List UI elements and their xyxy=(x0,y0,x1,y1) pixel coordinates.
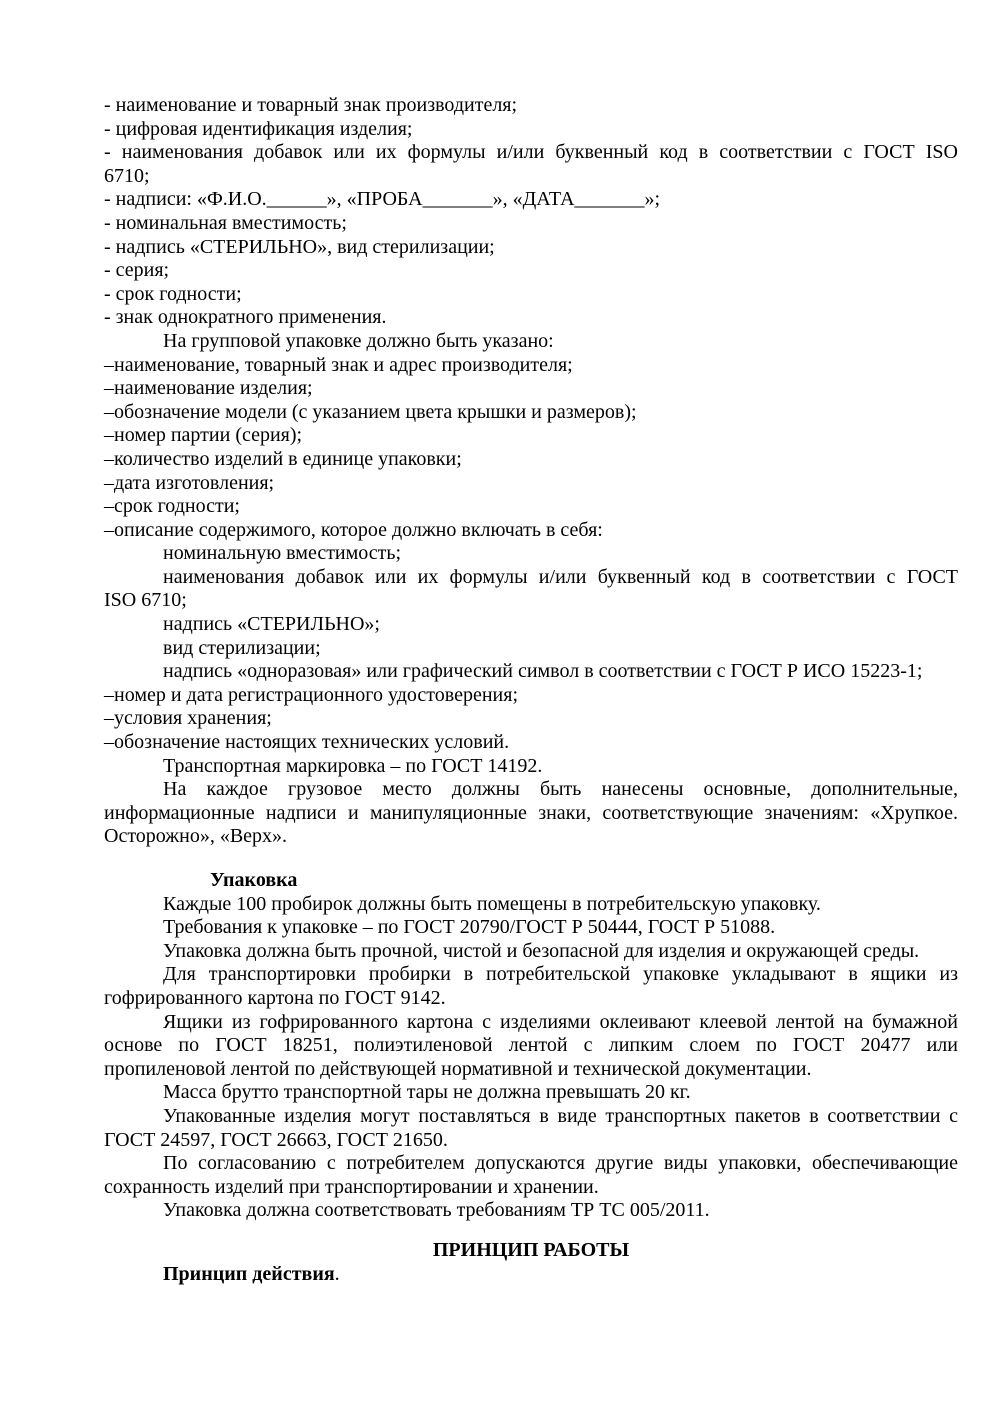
text-line: Транспортная маркировка – по ГОСТ 14192. xyxy=(163,754,543,777)
text-line: –дата изготовления; xyxy=(104,471,275,494)
paragraph xyxy=(104,1105,958,1152)
list-item xyxy=(104,188,958,212)
text-line: гофрированного картона по ГОСТ 9142. xyxy=(104,986,446,1009)
text-line: - цифровая идентификация изделия; xyxy=(104,117,413,140)
list-item xyxy=(104,519,958,543)
list-item xyxy=(104,424,958,448)
text-line: - серия; xyxy=(104,259,170,282)
text-line: На каждое грузовое место должны быть нанесены основные, дополнительные, xyxy=(163,778,958,801)
text-line: Упаковка xyxy=(210,869,298,891)
text-line: - наименование и товарный знак производителя; xyxy=(104,94,518,116)
list-item xyxy=(104,141,958,188)
text-line: сохранность изделий при транспортировании и хранении. xyxy=(104,1175,599,1198)
list-item xyxy=(104,707,958,731)
text-line: - срок годности; xyxy=(104,282,242,305)
paragraph xyxy=(104,1152,958,1199)
chapter-heading xyxy=(104,1239,958,1263)
paragraph xyxy=(104,542,958,566)
list-item xyxy=(104,236,958,260)
text-line: надпись «СТЕРИЛЬНО»; xyxy=(163,613,380,636)
paragraph xyxy=(104,755,958,779)
text-line: –номер и дата регистрационного удостоверения; xyxy=(104,683,519,706)
list-item xyxy=(104,283,958,307)
text-line: –наименование изделия; xyxy=(104,377,313,400)
text-line: Упаковка должна соответствовать требованиям ТР ТС 005/2011. xyxy=(163,1199,710,1222)
lead-rest-text: . xyxy=(334,1262,340,1285)
text-line: вид стерилизации; xyxy=(163,636,321,659)
text-line: –условия хранения; xyxy=(104,707,272,730)
list-item xyxy=(104,377,958,401)
text-line: –количество изделий в единице упаковки; xyxy=(104,447,462,470)
text-line: Каждые 100 пробирок должны быть помещены в потребительскую упаковку. xyxy=(163,892,821,915)
paragraph xyxy=(104,1011,958,1082)
text-line: –наименование, товарный знак и адрес производителя; xyxy=(104,353,573,376)
text-line: –обозначение настоящих технических условий. xyxy=(104,731,510,754)
text-line: - номинальная вместимость; xyxy=(104,211,347,234)
list-item xyxy=(104,401,958,425)
text-line: номинальную вместимость; xyxy=(163,542,402,565)
paragraph xyxy=(104,1199,958,1223)
list-item xyxy=(104,259,958,283)
list-item xyxy=(104,212,958,236)
list-item xyxy=(104,94,958,118)
text-line: ГОСТ 24597, ГОСТ 26663, ГОСТ 21650. xyxy=(104,1128,448,1151)
list-item xyxy=(104,448,958,472)
text-line xyxy=(104,1263,958,1287)
text-line: Упакованные изделия могут поставляться в виде транспортных пакетов в соответствии с xyxy=(163,1104,958,1127)
list-item xyxy=(104,495,958,519)
text-line: информационные надписи и манипуляционные знаки, соответствующие значениям: «Хрупкое. xyxy=(104,801,958,824)
paragraph xyxy=(104,613,958,637)
section-heading xyxy=(104,869,958,893)
paragraph xyxy=(104,963,958,1010)
list-item xyxy=(104,118,958,142)
text-line: - знак однократного применения. xyxy=(104,306,387,329)
text-line: По согласованию с потребителем допускаются другие виды упаковки, обеспечивающие xyxy=(163,1152,958,1175)
paragraph xyxy=(104,940,958,964)
list-item xyxy=(104,306,958,330)
text-line: основе по ГОСТ 18251, полиэтиленовой лентой с липким слоем по ГОСТ 20477 или xyxy=(104,1034,958,1057)
list-item xyxy=(104,354,958,378)
text-line: –обозначение модели (с указанием цвета крышки и размеров); xyxy=(104,400,637,423)
text-line: ПРИНЦИП РАБОТЫ xyxy=(432,1238,630,1261)
paragraph xyxy=(104,916,958,940)
text-line: надпись «одноразовая» или графический символ в соответствии с ГОСТ Р ИСО 15223-1; xyxy=(163,660,923,683)
paragraph xyxy=(104,637,958,661)
paragraph xyxy=(104,1081,958,1105)
text-line: - надписи: «Ф.И.О.______», «ПРОБА_______», «ДАТА_______»; xyxy=(104,188,661,211)
text-line: ISO 6710; xyxy=(104,589,187,612)
list-item xyxy=(104,684,958,708)
text-line: - надпись «СТЕРИЛЬНО», вид стерилизации; xyxy=(104,235,495,258)
text-line: –срок годности; xyxy=(104,495,240,518)
paragraph xyxy=(104,660,958,684)
text-line: - наименования добавок или их формулы и/или буквенный код в соответствии с ГОСТ ISO xyxy=(104,141,958,164)
text-line: Требования к упаковке – по ГОСТ 20790/ГОСТ Р 50444, ГОСТ Р 51088. xyxy=(163,916,776,939)
paragraph xyxy=(104,893,958,917)
paragraph xyxy=(104,566,958,613)
text-line: наименования добавок или их формулы и/или буквенный код в соответствии с ГОСТ xyxy=(163,565,958,588)
list-item xyxy=(104,731,958,755)
text-line: Ящики из гофрированного картона с изделиями оклеивают клеевой лентой на бумажной xyxy=(163,1010,958,1033)
text-line: На групповой упаковке должно быть указано: xyxy=(163,329,554,352)
text-line: Осторожно», «Верх». xyxy=(104,825,288,848)
text-line: Для транспортировки пробирки в потребительской упаковке укладывают в ящики из xyxy=(163,963,958,986)
paragraph xyxy=(104,778,958,849)
text-line: 6710; xyxy=(104,164,150,187)
text-line: Масса брутто транспортной тары не должна превышать 20 кг. xyxy=(163,1081,691,1104)
list-item xyxy=(104,472,958,496)
lead-paragraph xyxy=(104,1263,958,1287)
text-line: Упаковка должна быть прочной, чистой и безопасной для изделия и окружающей среды. xyxy=(163,939,920,962)
text-line: –описание содержимого, которое должно включать в себя: xyxy=(104,518,603,541)
text-line: –номер партии (серия); xyxy=(104,424,303,447)
lead-bold-text: Принцип действия xyxy=(163,1262,335,1285)
text-line: пропиленовой лентой по действующей нормативной и технической документации. xyxy=(104,1057,812,1080)
document-body xyxy=(104,94,958,1286)
paragraph xyxy=(104,330,958,354)
